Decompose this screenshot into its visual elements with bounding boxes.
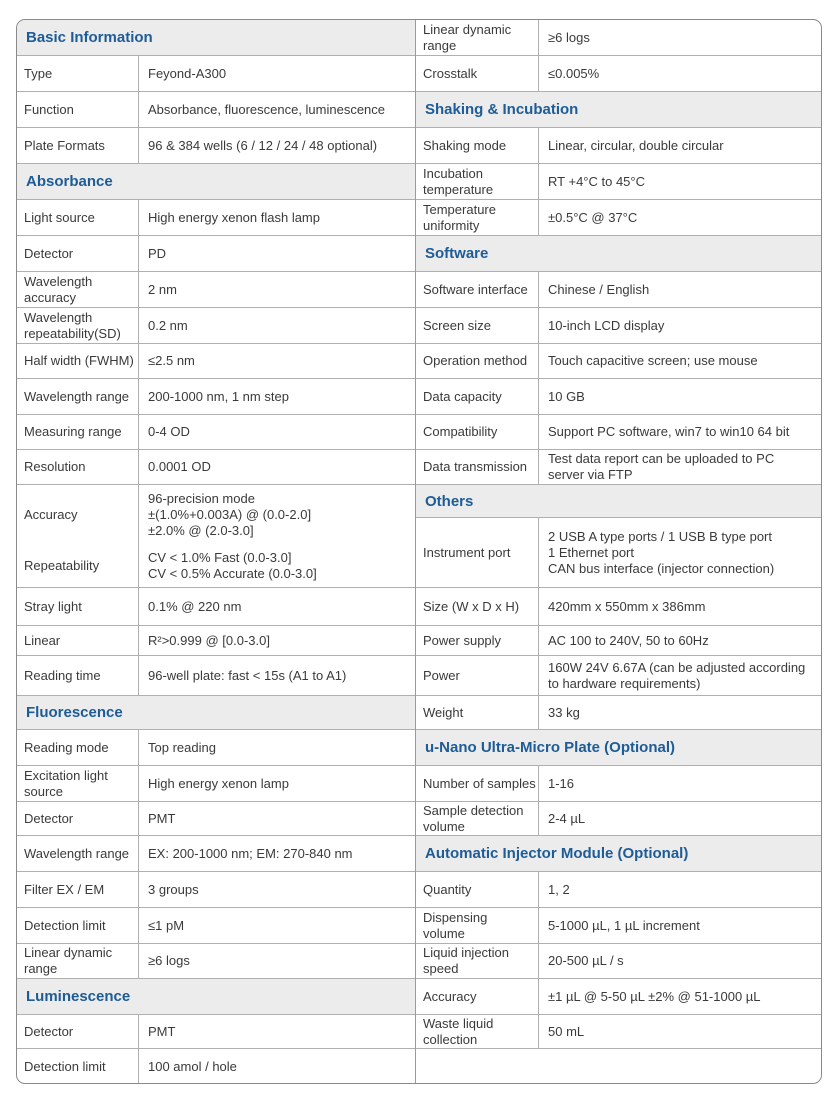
section-absorbance bbox=[17, 164, 415, 200]
spec-row bbox=[416, 908, 821, 944]
spec-row bbox=[416, 379, 821, 415]
spec-label: Function bbox=[17, 92, 139, 127]
spec-label: Reading time bbox=[17, 656, 139, 695]
spec-row bbox=[17, 908, 415, 944]
spec-row bbox=[416, 1015, 821, 1049]
spec-value: 2 USB A type ports / 1 USB B type port 1 Ethernet port CAN bus interface (injector connection) bbox=[548, 528, 775, 576]
section-title: Luminescence bbox=[26, 988, 131, 1005]
spec-row bbox=[17, 272, 415, 308]
spec-value: AC 100 to 240V, 50 to 60Hz bbox=[548, 632, 709, 648]
spec-row bbox=[17, 656, 415, 696]
spec-value: PMT bbox=[148, 1023, 176, 1039]
spec-label: Detector bbox=[17, 1015, 139, 1048]
section-title: Software bbox=[425, 245, 489, 262]
spec-label: Detection limit bbox=[17, 908, 139, 943]
spec-row bbox=[17, 200, 415, 236]
spec-value: 5-1000 µL, 1 µL increment bbox=[548, 917, 700, 933]
spec-value: 160W 24V 6.67A (can be adjusted according to hardware requirements) bbox=[548, 659, 806, 691]
spec-value: 1, 2 bbox=[548, 881, 570, 897]
spec-label: Detection limit bbox=[17, 1049, 139, 1084]
spec-value: ≤1 pM bbox=[148, 917, 185, 933]
spec-value: Feyond-A300 bbox=[148, 65, 227, 81]
spec-row bbox=[17, 872, 415, 908]
spec-row bbox=[17, 415, 415, 450]
spec-value: 96 & 384 wells (6 / 12 / 24 / 48 optional) bbox=[148, 137, 378, 153]
spec-label: Power supply bbox=[416, 626, 539, 655]
spec-label: Wavelength accuracy bbox=[17, 272, 139, 307]
spec-row bbox=[416, 415, 821, 450]
section-title: Others bbox=[425, 492, 474, 510]
spec-row bbox=[17, 450, 415, 485]
spec-value: 0.0001 OD bbox=[148, 459, 211, 474]
spec-row bbox=[416, 766, 821, 802]
spec-label: Dispensing volume bbox=[416, 908, 539, 943]
section-title: Absorbance bbox=[26, 173, 113, 190]
spec-row bbox=[416, 56, 821, 92]
spec-row-type bbox=[17, 56, 415, 92]
spec-row bbox=[416, 979, 821, 1015]
spec-label: Screen size bbox=[416, 308, 539, 343]
spec-row bbox=[17, 379, 415, 415]
section-title: Basic Information bbox=[26, 29, 153, 46]
spec-label: Data transmission bbox=[416, 450, 539, 484]
spec-value: High energy xenon flash lamp bbox=[148, 209, 320, 225]
spec-row bbox=[17, 626, 415, 656]
spec-value: ≥6 logs bbox=[548, 29, 590, 45]
spec-value: ±0.5°C @ 37°C bbox=[548, 209, 638, 225]
section-title: u-Nano Ultra-Micro Plate (Optional) bbox=[425, 739, 676, 756]
spec-label: Wavelength range bbox=[17, 379, 139, 414]
spec-value: Top reading bbox=[148, 739, 216, 755]
section-u-nano bbox=[416, 730, 821, 766]
spec-label: Compatibility bbox=[416, 415, 539, 449]
spec-value: 10 GB bbox=[548, 388, 585, 404]
spec-label: Data capacity bbox=[416, 379, 539, 414]
spec-value: Support PC software, win7 to win10 64 bit bbox=[548, 424, 790, 439]
spec-row bbox=[416, 656, 821, 696]
spec-label: Measuring range bbox=[17, 415, 139, 449]
spec-label: Excitation light source bbox=[17, 766, 139, 801]
spec-row bbox=[17, 944, 415, 979]
spec-label: Filter EX / EM bbox=[17, 872, 139, 907]
spec-row bbox=[416, 518, 821, 588]
spec-row bbox=[416, 200, 821, 236]
spec-value: 50 mL bbox=[548, 1023, 585, 1039]
spec-label: Waste liquid collection bbox=[416, 1015, 539, 1048]
spec-row bbox=[17, 1015, 415, 1049]
spec-label: Half width (FWHM) bbox=[17, 344, 139, 378]
spec-label: Type bbox=[17, 56, 139, 91]
spec-value: 20-500 µL / s bbox=[548, 953, 624, 968]
spec-value: R²>0.999 @ [0.0-3.0] bbox=[148, 632, 270, 648]
spec-row bbox=[416, 344, 821, 379]
spec-label: Reading mode bbox=[17, 730, 139, 765]
spec-label: Weight bbox=[416, 696, 539, 729]
spec-value: 10-inch LCD display bbox=[548, 317, 665, 333]
spec-table bbox=[16, 19, 822, 1084]
spec-row bbox=[416, 802, 821, 836]
spec-row bbox=[17, 730, 415, 766]
spec-label: Shaking mode bbox=[416, 128, 539, 163]
section-title: Fluorescence bbox=[26, 704, 123, 721]
spec-label: Operation method bbox=[416, 344, 539, 378]
spec-value: Chinese / English bbox=[548, 281, 650, 297]
spec-label: Accuracy bbox=[17, 485, 139, 545]
spec-row bbox=[17, 308, 415, 344]
spec-value: 100 amol / hole bbox=[148, 1059, 237, 1074]
spec-row-function bbox=[17, 92, 415, 128]
spec-label: Instrument port bbox=[416, 518, 539, 587]
spec-row bbox=[416, 272, 821, 308]
spec-value: 0-4 OD bbox=[148, 424, 190, 439]
spec-label: Wavelength repeatability(SD) bbox=[17, 308, 139, 343]
spec-value: PD bbox=[148, 245, 167, 261]
spec-value: ≤0.005% bbox=[548, 65, 600, 81]
spec-value: Touch capacitive screen; use mouse bbox=[548, 353, 758, 368]
spec-label: Detector bbox=[17, 236, 139, 271]
spec-label: Linear dynamic range bbox=[17, 944, 139, 978]
spec-row bbox=[416, 626, 821, 656]
spec-label: Temperature uniformity bbox=[416, 200, 539, 235]
right-column bbox=[415, 20, 821, 1083]
spec-value: 2 nm bbox=[148, 281, 177, 297]
spec-row bbox=[416, 872, 821, 908]
spec-value: High energy xenon lamp bbox=[148, 775, 289, 791]
spec-row bbox=[17, 545, 415, 588]
spec-label: Crosstalk bbox=[416, 56, 539, 91]
spec-label: Detector bbox=[17, 802, 139, 835]
spec-row bbox=[17, 485, 415, 545]
spec-row bbox=[17, 236, 415, 272]
spec-value: 1-16 bbox=[548, 775, 575, 791]
spec-row bbox=[416, 128, 821, 164]
spec-label: Resolution bbox=[17, 450, 139, 484]
spec-value: 2-4 µL bbox=[548, 810, 586, 826]
spec-label: Light source bbox=[17, 200, 139, 235]
spec-row bbox=[17, 588, 415, 626]
spec-value: Absorbance, fluorescence, luminescence bbox=[148, 101, 386, 117]
spec-value: 0.1% @ 220 nm bbox=[148, 598, 242, 614]
spec-label: Accuracy bbox=[416, 979, 539, 1014]
spec-value: ≥6 logs bbox=[148, 953, 190, 968]
spec-value: 200-1000 nm, 1 nm step bbox=[148, 388, 289, 404]
spec-value: ≤2.5 nm bbox=[148, 353, 195, 368]
spec-value: 0.2 nm bbox=[148, 317, 188, 333]
spec-value: 96-precision mode ±(1.0%+0.003A) @ (0.0-2.0] ±2.0% @ (2.0-3.0] bbox=[148, 491, 312, 538]
spec-row bbox=[17, 802, 415, 836]
section-basic-information bbox=[17, 20, 415, 56]
spec-row bbox=[416, 944, 821, 979]
section-title: Automatic Injector Module (Optional) bbox=[425, 845, 689, 862]
spec-value: 420mm x 550mm x 386mm bbox=[548, 598, 706, 614]
spec-row bbox=[17, 1049, 415, 1084]
spec-row bbox=[416, 20, 821, 56]
spec-label: Number of samples bbox=[416, 766, 539, 801]
spec-label: Software interface bbox=[416, 272, 539, 307]
spec-value: RT +4°C to 45°C bbox=[548, 173, 645, 189]
spec-row bbox=[17, 344, 415, 379]
spec-label: Power bbox=[416, 656, 539, 695]
spec-row bbox=[416, 696, 821, 730]
spec-label: Sample detection volume bbox=[416, 802, 539, 835]
spec-value: Test data report can be uploaded to PC server via FTP bbox=[548, 451, 775, 482]
spec-value: 3 groups bbox=[148, 881, 199, 897]
spec-value: CV < 1.0% Fast (0.0-3.0] CV < 0.5% Accurate (0.0-3.0] bbox=[148, 550, 317, 581]
section-title: Shaking & Incubation bbox=[425, 101, 579, 118]
section-fluorescence bbox=[17, 696, 415, 730]
left-column bbox=[17, 20, 415, 1083]
spec-row bbox=[17, 836, 415, 872]
spec-label: Linear bbox=[17, 626, 139, 655]
spec-row bbox=[416, 588, 821, 626]
spec-row bbox=[416, 164, 821, 200]
spec-value: 33 kg bbox=[548, 704, 580, 720]
spec-label: Liquid injection speed bbox=[416, 944, 539, 978]
section-others bbox=[416, 485, 821, 518]
spec-label: Incubation temperature bbox=[416, 164, 539, 199]
spec-label: Plate Formats bbox=[17, 128, 139, 163]
spec-row bbox=[416, 308, 821, 344]
spec-label: Stray light bbox=[17, 588, 139, 625]
spec-value: PMT bbox=[148, 810, 176, 826]
spec-row bbox=[17, 766, 415, 802]
spec-label: Wavelength range bbox=[17, 836, 139, 871]
spec-value: ±1 µL @ 5-50 µL ±2% @ 51-1000 µL bbox=[548, 988, 761, 1004]
spec-value: 96-well plate: fast < 15s (A1 to A1) bbox=[148, 667, 347, 683]
spec-value: EX: 200-1000 nm; EM: 270-840 nm bbox=[148, 845, 353, 861]
section-shaking-incubation bbox=[416, 92, 821, 128]
spec-label: Linear dynamic range bbox=[416, 20, 539, 55]
spec-label: Repeatability bbox=[17, 545, 139, 587]
spec-row-plate-formats bbox=[17, 128, 415, 164]
section-injector bbox=[416, 836, 821, 872]
section-luminescence bbox=[17, 979, 415, 1015]
section-software bbox=[416, 236, 821, 272]
spec-label: Size (W x D x H) bbox=[416, 588, 539, 625]
spec-label: Quantity bbox=[416, 872, 539, 907]
spec-row bbox=[416, 450, 821, 485]
spec-value: Linear, circular, double circular bbox=[548, 137, 724, 153]
